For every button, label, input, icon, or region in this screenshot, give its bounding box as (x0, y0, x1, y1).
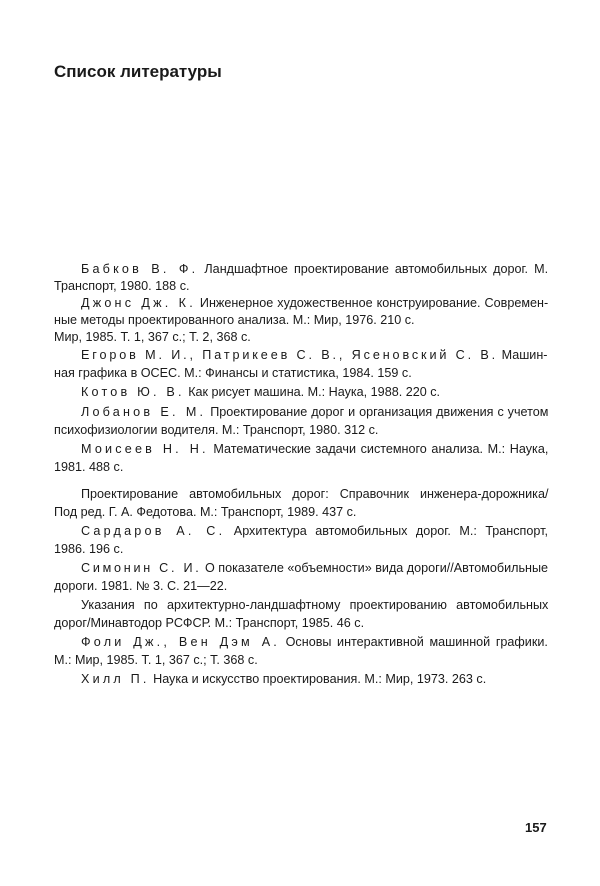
reference-line-content (81, 295, 548, 311)
reference-line (54, 329, 548, 345)
reference-author: Джонс Дж. К. (81, 296, 196, 310)
reference-text: психофизиологии водителя. М.: Транспорт, 1980. 312 с. (54, 423, 379, 437)
reference-author: Сардаров А. С. (81, 524, 226, 538)
reference-text: 1981. 488 с. (54, 460, 124, 474)
reference-line (81, 486, 548, 502)
reference-line (81, 295, 548, 311)
reference-line (81, 384, 548, 400)
reference-author: Котов Ю. В. (81, 385, 185, 399)
reference-line-content (81, 384, 440, 400)
reference-author: Лобанов Е. М. (81, 405, 207, 419)
reference-text: Мир, 1985. Т. 1, 367 с.; Т. 2, 368 с. (54, 330, 251, 344)
reference-line-content (54, 329, 251, 345)
reference-line-content (81, 404, 548, 420)
reference-text: М.: Мир, 1985. Т. 1, 367 с.; Т. 368 с. (54, 653, 258, 667)
reference-line (54, 422, 548, 438)
reference-line (54, 652, 548, 668)
reference-line (81, 523, 548, 539)
reference-line (54, 504, 548, 520)
reference-line (54, 459, 548, 475)
reference-line (81, 404, 548, 420)
reference-line (81, 634, 548, 650)
reference-line (81, 671, 548, 687)
reference-text: Указания по архитектурно-ландшафтному проектированию автомобильных (81, 598, 549, 612)
reference-line-content (81, 486, 548, 502)
reference-line (54, 615, 548, 631)
reference-line-content (81, 441, 548, 457)
reference-text: Проектирование дорог и организация движения с учетом (210, 405, 549, 419)
reference-line-content (54, 615, 364, 631)
reference-line (81, 261, 548, 277)
reference-text: ные методы проектированного анализа. М.: Мир, 1976. 210 с. (54, 313, 415, 327)
reference-text: дорог/Минавтодор РСФСР. М.: Транспорт, 1985. 46 с. (54, 616, 365, 630)
reference-author: Хилл П. (81, 672, 150, 686)
reference-text: Проектирование автомобильных дорог: Справочник инженера-дорожника/ (81, 487, 549, 501)
reference-line-content (54, 504, 356, 520)
reference-text: Как рисует машина. М.: Наука, 1988. 220 с. (188, 385, 441, 399)
reference-line-content (54, 278, 190, 294)
reference-text: ная графика в ОСЕС. М.: Финансы и статистика, 1984. 159 с. (54, 366, 412, 380)
reference-text: Ландшафтное проектирование автомобильных дорог. М. (204, 262, 549, 276)
reference-line-content (81, 597, 548, 613)
reference-author: Егоров М. И., Патрикеев С. В., Ясеновский С. В. (81, 348, 499, 362)
reference-line-content (54, 312, 415, 328)
reference-line (54, 365, 548, 381)
reference-line-content (54, 578, 227, 594)
reference-text: дороги. 1981. № 3. С. 21—22. (54, 579, 228, 593)
reference-author: Симонин С. И. (81, 561, 202, 575)
reference-text: Математические задачи системного анализа. М.: Наука, (213, 442, 549, 456)
reference-text: Транспорт, 1980. 188 с. (54, 279, 190, 293)
reference-line (81, 441, 548, 457)
reference-text: 1986. 196 с. (54, 542, 124, 556)
reference-line (81, 597, 548, 613)
reference-line-content (54, 459, 123, 475)
reference-line-content (54, 652, 258, 668)
reference-text: Наука и искусство проектирования. М.: Мир, 1973. 263 с. (153, 672, 487, 686)
reference-text: Инженерное художественное конструирование. Современ- (199, 296, 549, 310)
reference-line-content (81, 560, 548, 576)
reference-text: Основы интерактивной машинной графики. (285, 635, 548, 649)
reference-line (54, 278, 548, 294)
reference-line (54, 541, 548, 557)
page-title: Список литературы (54, 62, 222, 81)
reference-line-content (81, 523, 548, 539)
reference-line-content (54, 541, 123, 557)
reference-line-content (54, 422, 378, 438)
reference-text: Под ред. Г. А. Федотова. М.: Транспорт, 1989. 437 с. (54, 505, 357, 519)
reference-line-content (81, 261, 548, 277)
reference-author: Бабков В. Ф. (81, 262, 199, 276)
reference-author: Моисеев Н. Н. (81, 442, 209, 456)
reference-line-content (81, 671, 486, 687)
reference-text: О показателе «объемности» вида дороги//Автомобильные (204, 561, 549, 575)
reference-text: Архитектура автомобильных дорог. М.: Транспорт, (233, 524, 548, 538)
reference-line (81, 560, 548, 576)
reference-line-content (81, 634, 548, 650)
reference-line (54, 312, 548, 328)
reference-line-content (54, 365, 412, 381)
reference-line-content (81, 347, 548, 363)
reference-author: Фоли Дж., Вен Дэм А. (81, 635, 281, 649)
reference-line (54, 578, 548, 594)
reference-text: Машин- (501, 348, 548, 362)
page-number: 157 (525, 820, 547, 835)
reference-line (81, 347, 548, 363)
